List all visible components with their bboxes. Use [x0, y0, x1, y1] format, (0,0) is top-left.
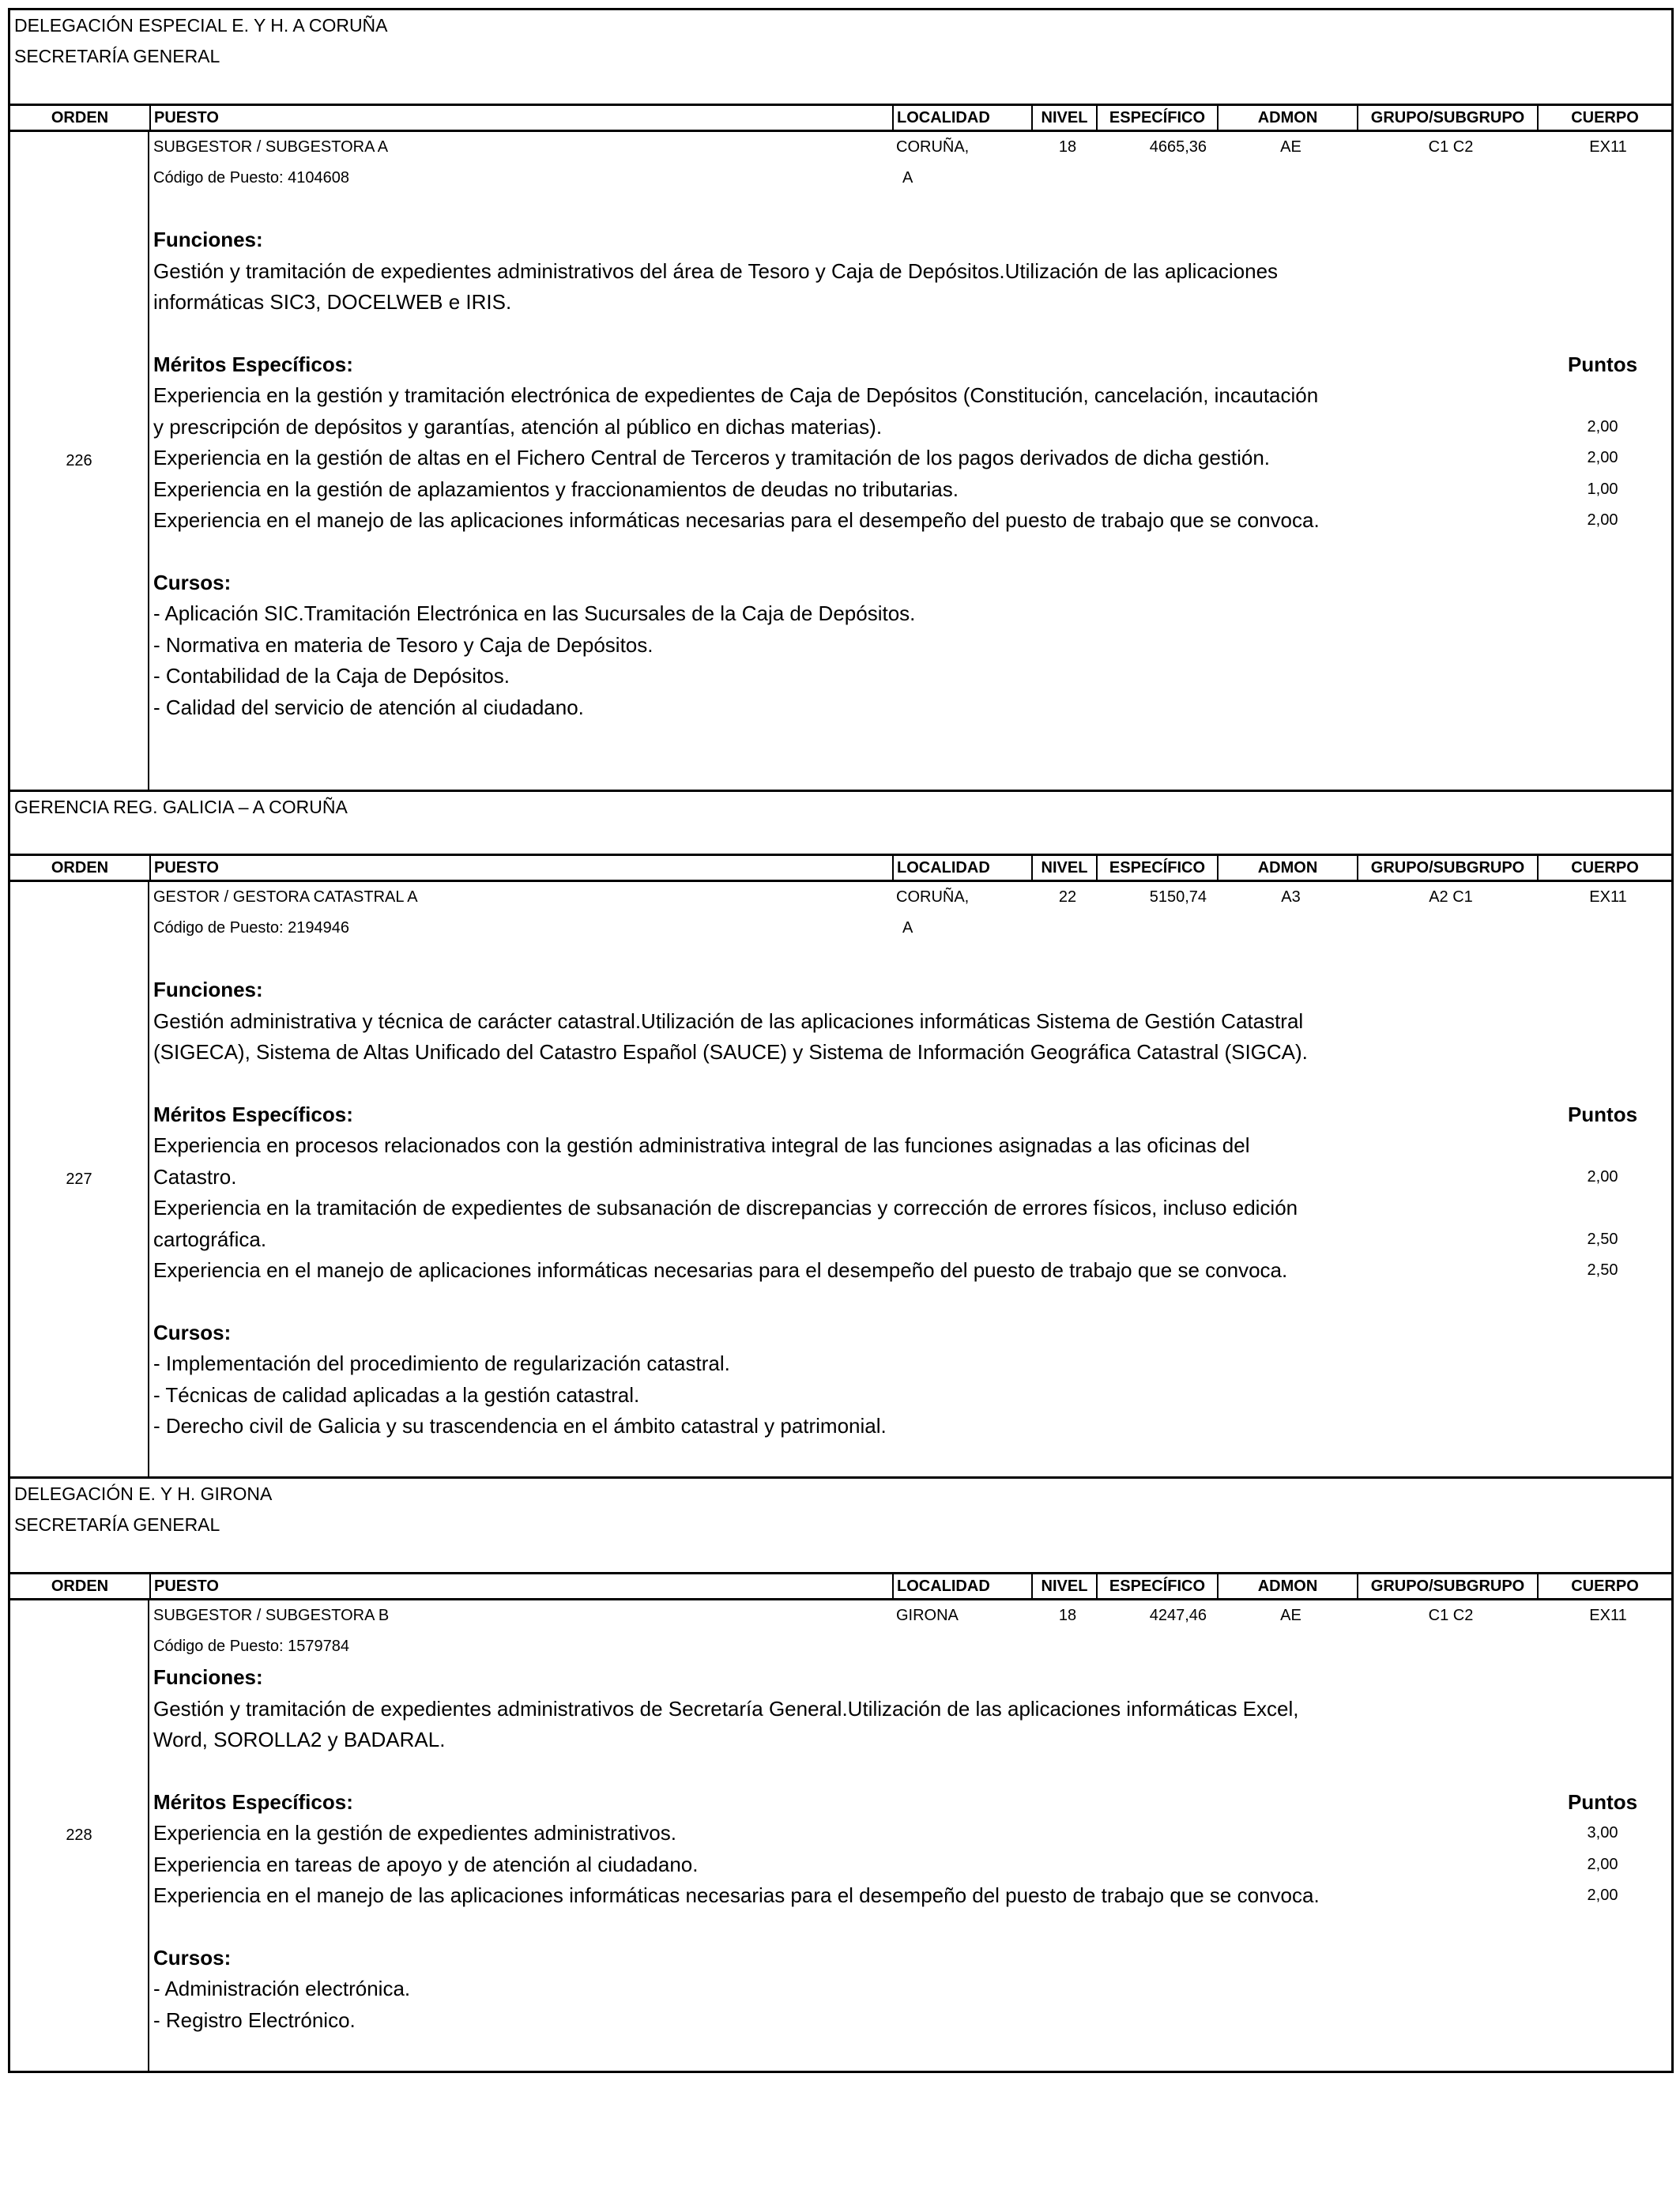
department-name-line: SECRETARÍA GENERAL — [14, 46, 220, 66]
meritos-header — [153, 1099, 1671, 1131]
spacer — [153, 944, 1671, 974]
merito-line — [153, 1193, 1671, 1224]
job-body — [10, 1600, 1671, 2071]
curso-item: - Registro Electrónico. — [153, 2007, 356, 2032]
column-localidad-header: LOCALIDAD — [892, 1574, 1031, 1598]
localidad-continuation: A — [902, 919, 913, 937]
spacer — [153, 1069, 1671, 1099]
puesto-title: GESTOR / GESTORA CATASTRAL A — [153, 888, 418, 906]
cuerpo-value: EX11 — [1589, 138, 1627, 156]
merito-points: 2,00 — [1587, 1167, 1618, 1186]
job-description — [153, 224, 1671, 723]
merito-text: Experiencia en el manejo de las aplicaciones informáticas necesarias para el desempeño del puesto de trabajo que se convoca. — [153, 1883, 1320, 1907]
codigo-puesto: Código de Puesto: 2194946 — [153, 919, 349, 937]
spacer — [153, 1912, 1671, 1943]
spacer — [153, 194, 1671, 224]
funciones-line: Gestión y tramitación de expedientes administrativos del área de Tesoro y Caja de Depósitos.Utilización de las aplicaciones — [153, 258, 1279, 283]
codigo-row — [149, 1631, 1671, 1662]
merito-text: Experiencia en la tramitación de expedientes de subsanación de discrepancias y corrección de errores físicos, incluso edición — [153, 1196, 1298, 1220]
puntos-title: Puntos — [1567, 1102, 1638, 1126]
merito-text: cartográfica. — [153, 1227, 267, 1251]
column-cuerpo-header: CUERPO — [1537, 856, 1671, 880]
merito-line — [153, 1130, 1671, 1162]
job-row — [149, 1600, 1671, 1631]
localidad-continuation: A — [902, 169, 913, 187]
funciones-title: Funciones: — [153, 1665, 263, 1689]
funciones-line: Gestión y tramitación de expedientes administrativos de Secretaría General.Utilización de las aplicaciones informáticas Excel, — [153, 1696, 1299, 1721]
curso-item: - Calidad del servicio de atención al ciudadano. — [153, 695, 584, 719]
meritos-header — [153, 349, 1671, 381]
nivel-value: 18 — [1058, 138, 1077, 156]
merito-points: 2,00 — [1587, 1855, 1618, 1873]
column-admon-header: ADMON — [1217, 856, 1357, 880]
localidad-value: GIRONA — [896, 1607, 959, 1624]
merito-text: Experiencia en el manejo de aplicaciones informáticas necesarias para el desempeño del puesto de trabajo que se convoca. — [153, 1258, 1288, 1282]
meritos-title: Méritos Específicos: — [153, 1789, 353, 1814]
funciones-line: Gestión administrativa y técnica de carácter catastral.Utilización de las aplicaciones informáticas Sistema de Gestión Catastral — [153, 1008, 1304, 1033]
column-orden-header: ORDEN — [51, 858, 109, 876]
cuerpo-value: EX11 — [1589, 888, 1627, 906]
column-localidad-header: LOCALIDAD — [892, 106, 1031, 130]
column-nivel-header: NIVEL — [1031, 106, 1096, 130]
merito-text: y prescripción de depósitos y garantías, atención al público en dichas materias). — [153, 414, 883, 439]
document-page — [8, 8, 1674, 2073]
merito-text: Experiencia en el manejo de las aplicaciones informáticas necesarias para el desempeño del puesto de trabajo que se convoca. — [153, 508, 1320, 532]
spacer — [153, 319, 1671, 349]
nivel-value: 22 — [1058, 888, 1077, 906]
merito-text: Experiencia en la gestión de aplazamientos y fraccionamientos de deudas no tributarias. — [153, 477, 959, 501]
merito-text: Catastro. — [153, 1164, 237, 1189]
department-name-line: DELEGACIÓN E. Y H. GIRONA — [14, 1483, 273, 1504]
spacer — [153, 1287, 1671, 1318]
funciones-line: (SIGECA), Sistema de Altas Unificado del Catastro Español (SAUCE) y Sistema de Información Geográfica Catastral (SIGCA). — [153, 1040, 1308, 1064]
column-admon-header: ADMON — [1217, 1574, 1357, 1598]
curso-item: - Implementación del procedimiento de regularización catastral. — [153, 1351, 730, 1375]
job-section — [8, 790, 1674, 1476]
funciones-title: Funciones: — [153, 228, 263, 251]
cuerpo-value: EX11 — [1589, 1607, 1627, 1624]
column-especifico-header: ESPECÍFICO — [1096, 856, 1217, 880]
column-puesto-header: PUESTO — [149, 1574, 892, 1598]
admon-value: AE — [1280, 138, 1301, 156]
merito-text: Experiencia en la gestión y tramitación electrónica de expedientes de Caja de Depósitos (Constitución, cancelación, incautación — [153, 383, 1319, 407]
grupo-value: C1 C2 — [1428, 138, 1474, 156]
funciones-title: Funciones: — [153, 978, 263, 1001]
puesto-title: SUBGESTOR / SUBGESTORA B — [153, 1607, 390, 1624]
column-cuerpo-header: CUERPO — [1537, 106, 1671, 130]
merito-line — [153, 1255, 1671, 1287]
funciones-line: Word, SOROLLA2 y BADARAL. — [153, 1728, 446, 1751]
job-description — [153, 1662, 1671, 2036]
column-nivel-header: NIVEL — [1031, 856, 1096, 880]
curso-item: - Administración electrónica. — [153, 1977, 411, 2000]
curso-item: - Derecho civil de Galicia y su trascendencia en el ámbito catastral y patrimonial. — [153, 1414, 887, 1438]
codigo-row — [149, 913, 1671, 944]
job-row — [149, 882, 1671, 913]
department-name-line: GERENCIA REG. GALICIA – A CORUÑA — [14, 797, 348, 817]
merito-line — [153, 412, 1671, 443]
orden-number: 228 — [10, 1600, 149, 2071]
curso-item: - Aplicación SIC.Tramitación Electrónica en las Sucursales de la Caja de Depósitos. — [153, 601, 916, 625]
job-details — [149, 882, 1671, 1476]
job-details — [149, 132, 1671, 790]
column-grupo-header: GRUPO/SUBGRUPO — [1357, 856, 1537, 880]
admon-value: A3 — [1281, 888, 1301, 906]
localidad-value: CORUÑA, — [896, 888, 970, 906]
puntos-title: Puntos — [1567, 352, 1638, 376]
department-header — [10, 792, 1671, 854]
merito-points: 2,00 — [1587, 449, 1618, 466]
column-puesto-header: PUESTO — [149, 856, 892, 880]
job-row — [149, 132, 1671, 163]
nivel-value: 18 — [1058, 1607, 1077, 1624]
codigo-puesto: Código de Puesto: 1579784 — [153, 1638, 349, 1655]
column-orden-header: ORDEN — [51, 108, 109, 126]
especifico-value: 4665,36 — [1149, 138, 1207, 156]
grupo-value: C1 C2 — [1428, 1607, 1474, 1624]
merito-line — [153, 1880, 1671, 1912]
merito-text: Experiencia en la gestión de expedientes administrativos. — [153, 1821, 676, 1845]
merito-points: 2,50 — [1587, 1230, 1618, 1248]
job-description — [153, 974, 1671, 1442]
department-name-line: DELEGACIÓN ESPECIAL E. Y H. A CORUÑA — [14, 15, 388, 36]
column-puesto-header: PUESTO — [149, 106, 892, 130]
puesto-title: SUBGESTOR / SUBGESTORA A — [153, 138, 389, 156]
job-body — [10, 132, 1671, 790]
column-localidad-header: LOCALIDAD — [892, 856, 1031, 880]
job-details — [149, 1600, 1671, 2071]
column-nivel-header: NIVEL — [1031, 1574, 1096, 1598]
department-header — [10, 10, 1671, 104]
column-orden-header: ORDEN — [51, 1577, 109, 1595]
grupo-value: A2 C1 — [1429, 888, 1473, 906]
puntos-title: Puntos — [1567, 1789, 1638, 1814]
merito-points: 2,00 — [1587, 417, 1618, 435]
table-header — [10, 104, 1671, 132]
column-especifico-header: ESPECÍFICO — [1096, 106, 1217, 130]
orden-number: 227 — [10, 882, 149, 1476]
funciones-line: informáticas SIC3, DOCELWEB e IRIS. — [153, 290, 512, 314]
column-grupo-header: GRUPO/SUBGRUPO — [1357, 106, 1537, 130]
merito-points: 2,00 — [1587, 511, 1618, 529]
merito-text: Experiencia en procesos relacionados con la gestión administrativa integral de las funciones asignadas a las oficinas del — [153, 1133, 1250, 1157]
merito-points: 2,00 — [1587, 1887, 1618, 1904]
merito-line — [153, 474, 1671, 506]
especifico-value: 4247,46 — [1149, 1607, 1207, 1624]
cursos-title: Cursos: — [153, 570, 232, 594]
merito-line — [153, 1818, 1671, 1849]
spacer — [153, 1756, 1671, 1787]
merito-line — [153, 505, 1671, 537]
merito-line — [153, 1849, 1671, 1881]
merito-points: 1,00 — [1587, 480, 1618, 498]
meritos-header — [153, 1787, 1671, 1819]
codigo-row — [149, 163, 1671, 194]
curso-item: - Normativa en materia de Tesoro y Caja de Depósitos. — [153, 632, 654, 657]
curso-item: - Contabilidad de la Caja de Depósitos. — [153, 664, 510, 688]
column-especifico-header: ESPECÍFICO — [1096, 1574, 1217, 1598]
merito-line — [153, 380, 1671, 412]
merito-text: Experiencia en tareas de apoyo y de atención al ciudadano. — [153, 1852, 699, 1876]
merito-text: Experiencia en la gestión de altas en el Fichero Central de Terceros y tramitación de los pagos derivados de dicha gestión. — [153, 446, 1271, 469]
cursos-title: Cursos: — [153, 1945, 232, 1970]
merito-line — [153, 1224, 1671, 1256]
meritos-title: Méritos Específicos: — [153, 352, 353, 376]
curso-item: - Técnicas de calidad aplicadas a la gestión catastral. — [153, 1382, 640, 1407]
especifico-value: 5150,74 — [1149, 888, 1207, 906]
column-cuerpo-header: CUERPO — [1537, 1574, 1671, 1598]
column-grupo-header: GRUPO/SUBGRUPO — [1357, 1574, 1537, 1598]
merito-points: 3,00 — [1587, 1824, 1618, 1842]
job-section — [8, 8, 1674, 790]
department-name-line: SECRETARÍA GENERAL — [14, 1514, 220, 1535]
department-header — [10, 1479, 1671, 1572]
orden-number: 226 — [10, 132, 149, 790]
cursos-title: Cursos: — [153, 1320, 232, 1344]
table-header — [10, 1572, 1671, 1600]
admon-value: AE — [1280, 1607, 1301, 1624]
merito-line — [153, 1162, 1671, 1193]
spacer — [153, 537, 1671, 567]
meritos-title: Méritos Específicos: — [153, 1102, 353, 1126]
merito-line — [153, 443, 1671, 474]
table-header — [10, 854, 1671, 882]
merito-points: 2,50 — [1587, 1261, 1618, 1279]
column-admon-header: ADMON — [1217, 106, 1357, 130]
localidad-value: CORUÑA, — [896, 138, 970, 156]
codigo-puesto: Código de Puesto: 4104608 — [153, 169, 349, 187]
job-body — [10, 882, 1671, 1476]
job-section — [8, 1476, 1674, 2073]
